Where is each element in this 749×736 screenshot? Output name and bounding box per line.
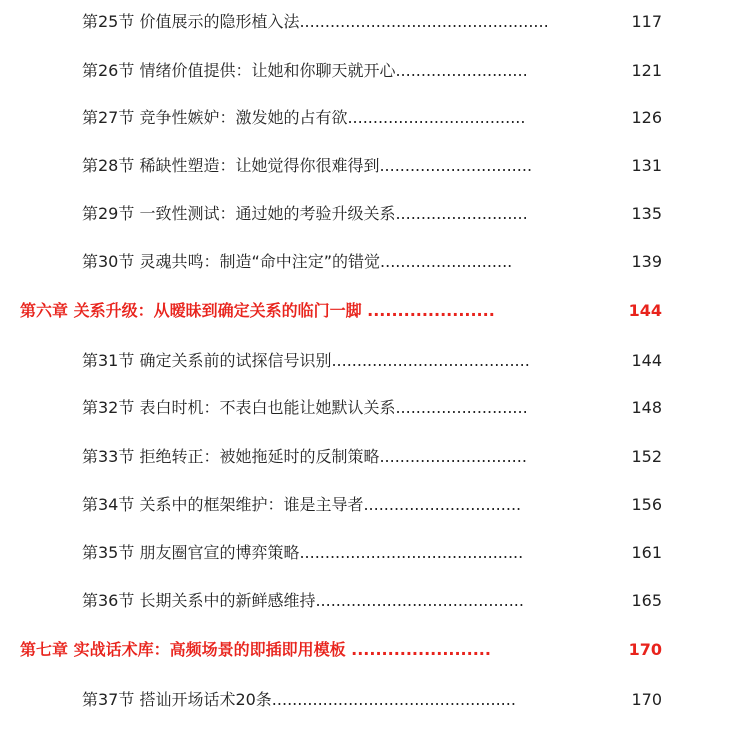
toc-entry-title: 第30节 灵魂共鸣：制造“命中注定”的错觉.......................... (82, 252, 513, 271)
toc-entry-title: 第28节 稀缺性塑造：让她觉得你很难得到.............................. (82, 156, 533, 175)
toc-entry-title: 第37节 搭讪开场话术20条................................................ (82, 690, 516, 709)
toc-entry-title: 第31节 确定关系前的试探信号识别....................................... (82, 351, 530, 370)
toc-entry-chapter-6[interactable] (20, 296, 662, 326)
toc-entry-page: 152 (631, 447, 662, 466)
toc-entry-page: 121 (631, 61, 662, 80)
toc-entry-page: 131 (631, 156, 662, 175)
toc-entry-page: 156 (631, 495, 662, 514)
toc-entry-section-27[interactable] (82, 103, 662, 133)
toc-entry-chapter-7[interactable] (20, 635, 662, 665)
toc-entry-section-31[interactable] (82, 346, 662, 376)
toc-entry-title: 第35节 朋友圈官宣的博弈策略............................................ (82, 543, 524, 562)
toc-entry-section-30[interactable] (82, 247, 662, 277)
toc-entry-title: 第34节 关系中的框架维护：谁是主导者............................... (82, 495, 522, 514)
toc-entry-title: 第29节 一致性测试：通过她的考验升级关系.......................... (82, 204, 528, 223)
toc-entry-page: 117 (631, 12, 662, 31)
toc-entry-title: 第36节 长期关系中的新鲜感维持......................................... (82, 591, 524, 610)
toc-entry-title: 第26节 情绪价值提供：让她和你聊天就开心.......................... (82, 61, 528, 80)
toc-entry-page: 165 (631, 591, 662, 610)
toc-chapter-title: 第六章 关系升级：从暧昧到确定关系的临门一脚 ..................... (20, 301, 495, 320)
toc-entry-page: 126 (631, 108, 662, 127)
toc-entry-title: 第32节 表白时机：不表白也能让她默认关系.......................... (82, 398, 528, 417)
toc-entry-section-25[interactable] (82, 7, 662, 37)
toc-entry-section-34[interactable] (82, 490, 662, 520)
toc-chapter-page: 170 (628, 640, 662, 659)
toc-entry-section-32[interactable] (82, 393, 662, 423)
toc-chapter-title: 第七章 实战话术库：高频场景的即插即用模板 ....................... (20, 640, 491, 659)
toc-entry-page: 170 (631, 690, 662, 709)
toc-entry-page: 161 (631, 543, 662, 562)
toc-entry-section-33[interactable] (82, 442, 662, 472)
toc-entry-section-37[interactable] (82, 685, 662, 715)
toc-chapter-page: 144 (628, 301, 662, 320)
toc-entry-title: 第25节 价值展示的隐形植入法................................................. (82, 12, 549, 31)
toc-entry-page: 144 (631, 351, 662, 370)
toc-entry-section-36[interactable] (82, 586, 662, 616)
toc-entry-page: 135 (631, 204, 662, 223)
toc-entry-section-29[interactable] (82, 199, 662, 229)
toc-entry-section-28[interactable] (82, 151, 662, 181)
toc-entry-title: 第27节 竞争性嫉妒：激发她的占有欲................................... (82, 108, 526, 127)
toc-entry-section-35[interactable] (82, 538, 662, 568)
toc-entry-section-26[interactable] (82, 56, 662, 86)
toc-entry-page: 139 (631, 252, 662, 271)
toc-entry-title: 第33节 拒绝转正：被她拖延时的反制策略............................. (82, 447, 527, 466)
toc-entry-page: 148 (631, 398, 662, 417)
